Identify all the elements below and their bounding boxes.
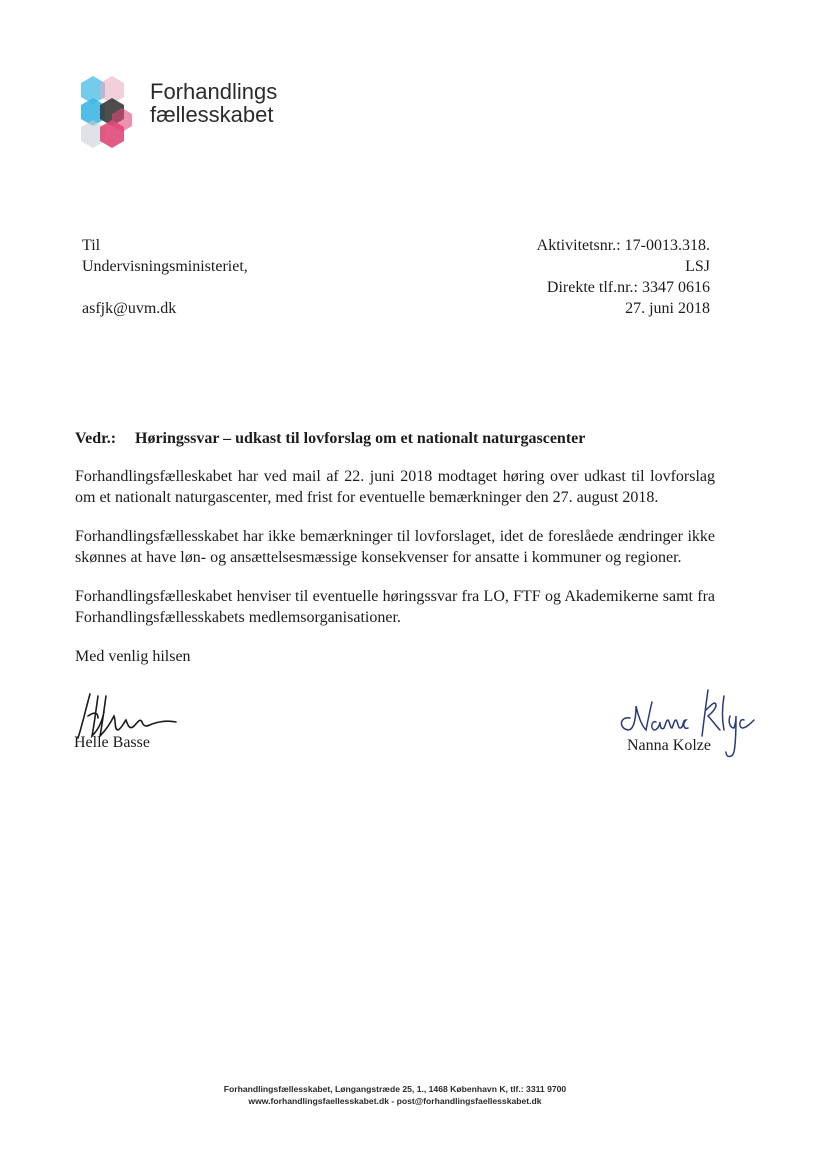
- letter-body: [75, 428, 715, 667]
- activity-number: Aktivitetsnr.: 17-0013.318.: [536, 237, 710, 254]
- subject-label: Vedr.:: [75, 430, 117, 447]
- logo-line-2: fællesskabet: [150, 102, 274, 127]
- closing-greeting: Med venlig hilsen: [75, 648, 191, 665]
- subject-line: [75, 428, 715, 449]
- recipient-name: Undervisningsministeriet,: [82, 258, 248, 275]
- recipient-email: asfjk@uvm.dk: [82, 300, 177, 317]
- logo-wordmark: [150, 80, 277, 126]
- paragraph-1: Forhandlingsfælleskabet har ved mail af 22. juni 2018 modtaget høring over udkast til lovforslag om et nationalt naturgascenter, med frist for eventuelle bemærkninger den 27. august 2018.: [75, 468, 715, 506]
- footer-address: Forhandlingsfællesskabet, Løngangstræde 25, 1., 1468 København K, tlf.: 3311 9700: [223, 1084, 567, 1094]
- signatory-right-name: Nanna Kolze: [627, 737, 711, 754]
- hexagon-logo-icon: [78, 72, 140, 148]
- letter-date: 27. juni 2018: [625, 300, 710, 317]
- subject-text: Høringssvar – udkast til lovforslag om et nationalt naturgascenter: [135, 430, 586, 447]
- recipient-block: [82, 235, 248, 319]
- recipient-label: Til: [82, 237, 101, 254]
- direct-phone: Direkte tlf.nr.: 3347 0616: [546, 279, 710, 296]
- paragraph-3: Forhandlingsfælleskabet henviser til eventuelle høringssvar fra LO, FTF og Akademikerne samt fra Forhandlingsfællesskabets medlemsorganisationer.: [75, 588, 715, 626]
- paragraph-2: Forhandlingsfællesskabet har ikke bemærkninger til lovforslaget, idet de foreslåede ændringer ikke skønnes at have løn- og ansættelsesmæssige konsekvenser for ansatte i kommuner og regioner.: [75, 528, 715, 566]
- signatory-left-name: Helle Basse: [74, 734, 150, 751]
- footer-web-email: www.forhandlingsfaellesskabet.dk - post@forhandlingsfaellesskabet.dk: [248, 1096, 542, 1106]
- reference-block: [537, 235, 710, 319]
- logo-line-1: Forhandlings: [150, 79, 278, 104]
- initials: LSJ: [685, 258, 710, 275]
- letter-footer: [0, 1083, 790, 1107]
